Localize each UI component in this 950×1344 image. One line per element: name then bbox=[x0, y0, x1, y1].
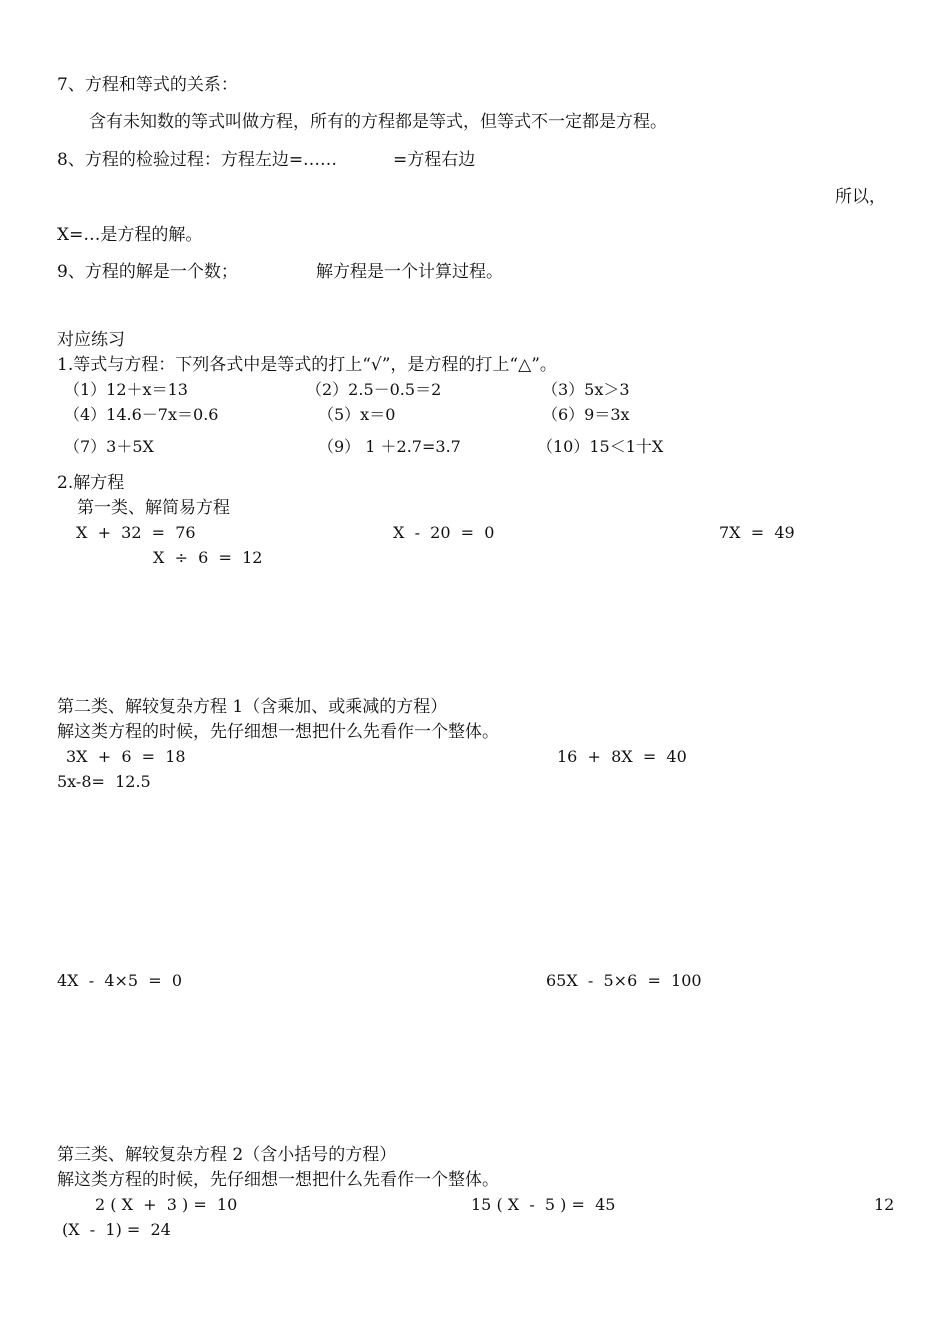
equation: X + 32 = 76 bbox=[76, 523, 196, 542]
q1-item: （9） 1 ＋2.7=3.7 bbox=[318, 437, 461, 456]
q2-title: 2.解方程 bbox=[57, 473, 125, 493]
q1-item: （7）3＋5X bbox=[64, 437, 154, 456]
q1-item: （10）15＜1十X bbox=[537, 437, 664, 456]
item7-title: 7、方程和等式的关系： bbox=[57, 75, 238, 95]
cat2-hint: 解这类方程的时候，先仔细想一想把什么先看作一个整体。 bbox=[57, 722, 499, 742]
item9-a: 9、方程的解是一个数； bbox=[57, 262, 238, 282]
cat3-title: 第三类、解较复杂方程 2（含小括号的方程） bbox=[57, 1145, 397, 1165]
q1-item: （2）2.5－0.5＝2 bbox=[306, 380, 442, 399]
equation: 5x-8= 12.5 bbox=[57, 772, 151, 791]
item7-body: 含有未知数的等式叫做方程，所有的方程都是等式，但等式不一定都是方程。 bbox=[89, 112, 667, 132]
equation: (X - 1) = 24 bbox=[62, 1220, 171, 1239]
equation: 12 bbox=[874, 1195, 895, 1214]
q1-item: （6）9＝3x bbox=[542, 405, 630, 424]
equation: 4X - 4×5 = 0 bbox=[57, 971, 183, 990]
equation: X ÷ 6 = 12 bbox=[153, 548, 263, 567]
q1-item: （4）14.6－7x＝0.6 bbox=[64, 405, 219, 424]
item8-line: 8、方程的检验过程：方程左边=…… bbox=[57, 150, 338, 170]
item9-b: 解方程是一个计算过程。 bbox=[316, 262, 503, 282]
cat2-title: 第二类、解较复杂方程 1（含乘加、或乘减的方程） bbox=[57, 697, 448, 717]
cat3-hint: 解这类方程的时候，先仔细想一想把什么先看作一个整体。 bbox=[57, 1170, 499, 1190]
cat1-title: 第一类、解简易方程 bbox=[77, 498, 230, 518]
q1-item: （5）x＝0 bbox=[318, 405, 396, 424]
equation: 2 ( X + 3 ) = 10 bbox=[95, 1195, 238, 1214]
equation: 65X - 5×6 = 100 bbox=[546, 971, 702, 990]
q1-item: （1）12＋x＝13 bbox=[64, 380, 188, 399]
equation: 15 ( X - 5 ) = 45 bbox=[471, 1195, 616, 1214]
equation: X - 20 = 0 bbox=[393, 523, 495, 542]
item8-conclusion: X=…是方程的解。 bbox=[57, 225, 203, 245]
equation: 3X + 6 = 18 bbox=[66, 747, 186, 766]
item8-rhs: =方程右边 bbox=[393, 150, 476, 170]
practice-heading: 对应练习 bbox=[57, 330, 125, 350]
equation: 7X = 49 bbox=[719, 523, 795, 542]
q1-title: 1.等式与方程：下列各式中是等式的打上“√”，是方程的打上“△”。 bbox=[57, 355, 557, 375]
q1-item: （3）5x＞3 bbox=[542, 380, 630, 399]
equation: 16 + 8X = 40 bbox=[557, 747, 687, 766]
item8-therefore: 所以， bbox=[835, 187, 886, 207]
